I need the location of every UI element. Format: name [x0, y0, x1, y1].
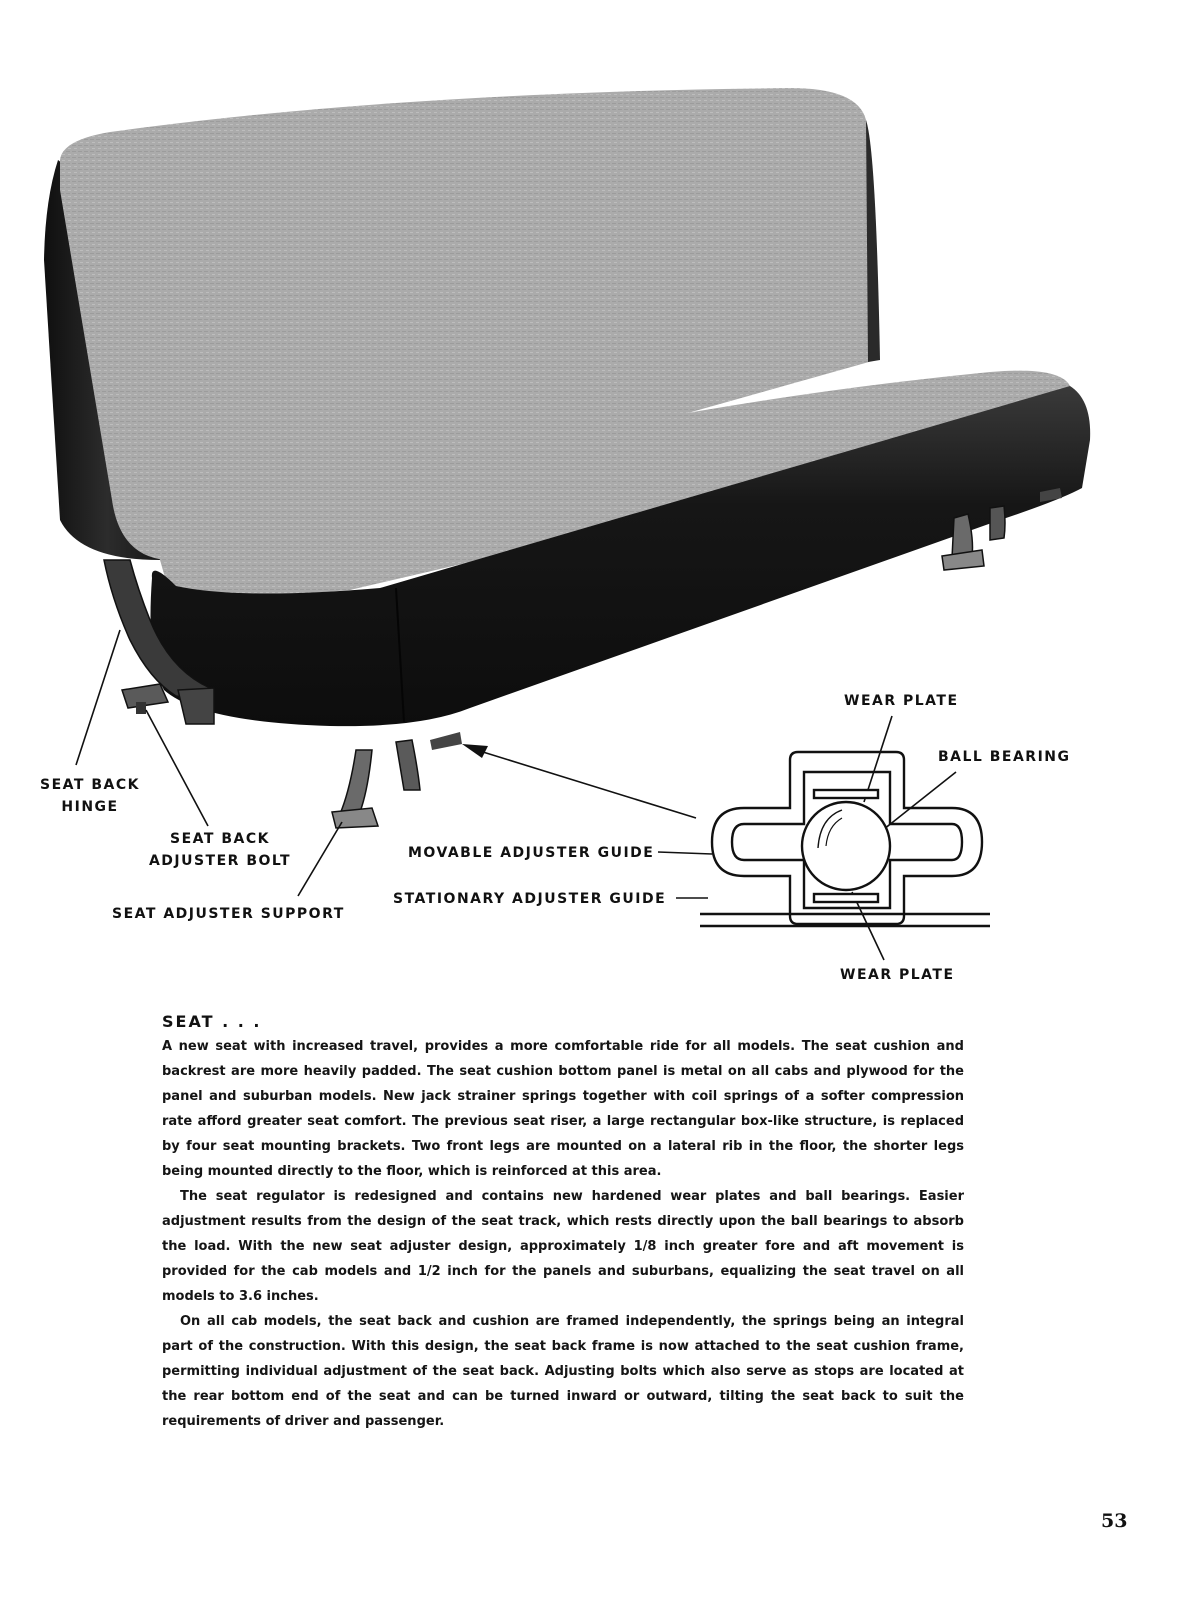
- paragraph-3: On all cab models, the seat back and cushion are framed independently, the springs being an integral part of the construction. With this design, the seat back frame is now attached to the seat cushion frame, permitting individual adjustment of the seat back. Adjusting bolts which also serve as stops are located at the rear bottom end of the seat and can be turned inward or outward, tilting the seat back to suit the requirements of driver and passenger.: [162, 1314, 964, 1429]
- label-seat-back-hinge-line2: HINGE: [61, 799, 119, 815]
- label-ball-bearing: BALL BEARING: [938, 749, 1071, 765]
- label-seat-adjuster-support: SEAT ADJUSTER SUPPORT: [112, 906, 345, 922]
- label-seat-back-hinge-line1: SEAT BACK: [40, 777, 140, 793]
- pointer-arrowhead: [462, 744, 488, 758]
- label-wear-plate-bottom: WEAR PLATE: [840, 967, 955, 983]
- adjuster-cross-section: [700, 752, 990, 926]
- body-text: [162, 1034, 964, 1434]
- paragraph-1: A new seat with increased travel, provides a more comfortable ride for all models. The seat cushion and backrest are more heavily padded. The seat cushion bottom panel is metal on all cabs and plywood for the panel and suburban models. New jack strainer springs together with coil springs of a softer compression rate afford greater seat comfort. The previous seat riser, a large rectangular box-like structure, is replaced by four seat mounting brackets. Two front legs are mounted on a lateral rib in the floor, the shorter legs being mounted directly to the floor, which is reinforced at this area.: [162, 1039, 964, 1179]
- section-heading: SEAT . . .: [162, 1012, 262, 1031]
- seat-back-adjuster-bolt: [122, 684, 168, 714]
- label-wear-plate-top: WEAR PLATE: [844, 693, 959, 709]
- label-movable-adjuster-guide: MOVABLE ADJUSTER GUIDE: [408, 845, 655, 861]
- label-seat-back-hinge: [40, 774, 140, 818]
- label-stationary-adjuster-guide: STATIONARY ADJUSTER GUIDE: [393, 891, 667, 907]
- paragraph-2: The seat regulator is redesigned and contains new hardened wear plates and ball bearings. Easier adjustment results from the design of the seat track, which rests directly upon the ball bearings to absorb the load. With the new seat adjuster design, approximately 1/8 inch greater fore and aft movement is provided for the cab models and 1/2 inch for the panels and suburbans, equalizing the seat travel on all models to 3.6 inches.: [162, 1189, 964, 1304]
- label-adjuster-bolt-line2: ADJUSTER BOLT: [148, 853, 292, 869]
- label-adjuster-bolt-line1: SEAT BACK: [170, 831, 270, 847]
- label-seat-back-adjuster-bolt: [140, 828, 300, 872]
- page-number: 53: [1101, 1510, 1128, 1532]
